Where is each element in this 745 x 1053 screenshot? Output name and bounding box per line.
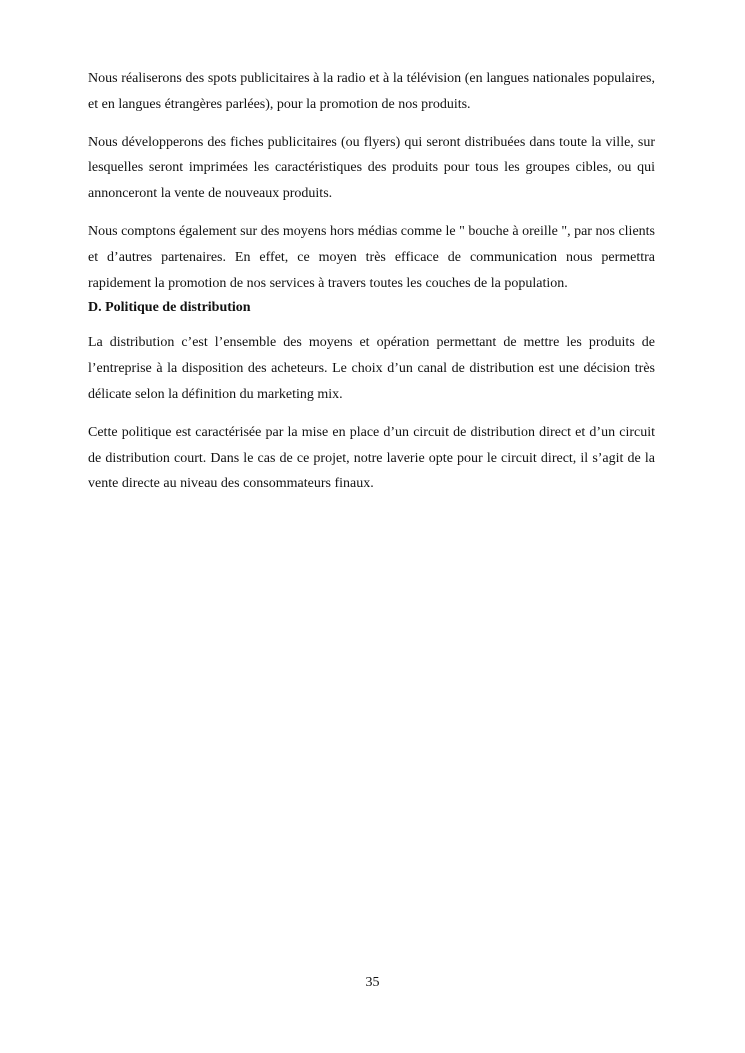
- paragraph-advertising-spots: Nous réaliserons des spots publicitaires à la radio et à la télévision (en langues nationales populaires, et en langues étrangères parlées), pour la promotion de nos produits.: [88, 71, 655, 112]
- page-content: [88, 66, 655, 497]
- page-number: 35: [365, 975, 380, 990]
- paragraph-distribution-definition: La distribution c’est l’ensemble des moyens et opération permettant de mettre les produits de l’entreprise à la disposition des acheteurs. Le choix d’un canal de distribution est une décision très délicate selon la définition du marketing mix.: [88, 335, 655, 402]
- paragraph-distribution-policy: Cette politique est caractérisée par la mise en place d’un circuit de distribution direct et d’un circuit de distribution court. Dans le cas de ce projet, notre laverie opte pour le circuit direct, il s’agit de la vente directe au niveau des consommateurs finaux.: [88, 424, 655, 492]
- paragraph-word-of-mouth: Nous comptons également sur des moyens hors médias comme le " bouche à oreille ", par nos clients et d’autres partenaires. En effet, ce moyen très efficace de communication nous permettra rapidement la promotion de nos services à travers toutes les couches de la population.: [88, 223, 655, 291]
- paragraph-flyers: Nous développerons des fiches publicitaires (ou flyers) qui seront distribuées dans toute la ville, sur lesquelles seront imprimées les caractéristiques des produits pour tous les groupes cibles, ou qui annonceront la vente de nouveaux produits.: [88, 134, 655, 202]
- section-heading-distribution: D. Politique de distribution: [88, 300, 251, 316]
